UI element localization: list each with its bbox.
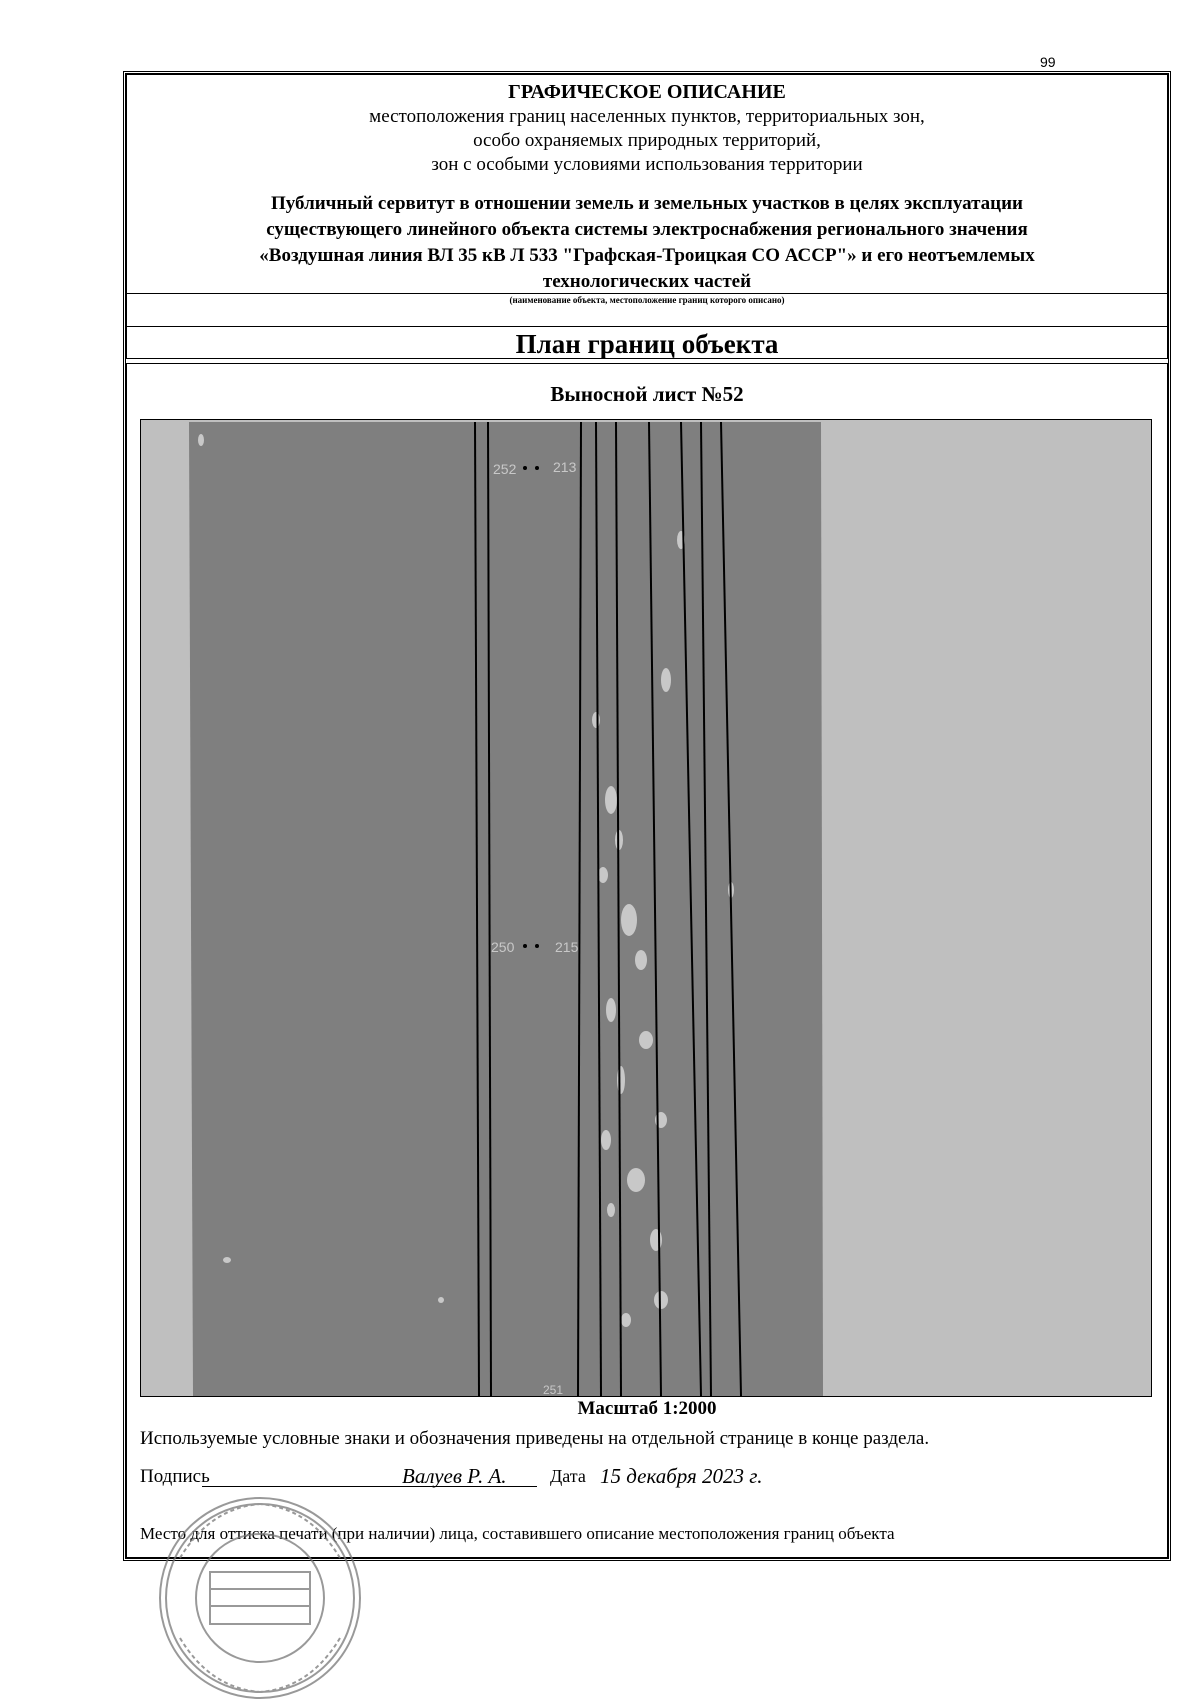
date-value: 15 декабря 2023 г.: [600, 1464, 763, 1488]
subtitle-line-1: местоположения границ населенных пунктов, территориальных зон,: [369, 106, 925, 127]
object-name-line-2: существующего линейного объекта системы электроснабжения регионального значения: [266, 219, 1028, 240]
point-label-215: 215: [555, 939, 579, 955]
signature-label: Подпись: [140, 1466, 210, 1487]
legend-note: Используемые условные знаки и обозначения приведены на отдельной странице в конце раздела.: [140, 1428, 930, 1449]
header-block: [126, 74, 1168, 359]
point-marker: [523, 944, 527, 948]
object-name: [147, 191, 1147, 295]
point-marker: [535, 466, 539, 470]
document-title: ГРАФИЧЕСКОЕ ОПИСАНИЕ: [508, 81, 786, 103]
page-number: 99: [1040, 54, 1056, 70]
plan-title: План границ объекта: [515, 329, 779, 359]
object-name-line-1: Публичный сервитут в отношении земель и земельных участков в целях эксплуатации: [271, 193, 1023, 214]
boundary-map: [140, 419, 1152, 1397]
point-marker: [535, 944, 539, 948]
subtitle-line-3: зон с особыми условиями использования территории: [431, 154, 863, 175]
point-marker: [523, 466, 527, 470]
divider: [127, 326, 1167, 327]
point-label-251: 251: [543, 1383, 564, 1396]
object-caption: (наименование объекта, местоположение границ которого описано): [509, 295, 785, 305]
stamp-note: Место для оттиска печати (при наличии) лица, составившего описание местоположения границ объекта: [140, 1524, 895, 1543]
seal-stamp: [150, 1488, 370, 1708]
subtitle-line-2: особо охраняемых природных территорий,: [473, 130, 821, 151]
scale-label: Масштаб 1:2000: [577, 1398, 717, 1419]
point-label-213: 213: [553, 459, 577, 475]
parcel-area: [189, 422, 823, 1396]
divider: [127, 293, 1167, 294]
signer-name: Валуев Р. А.: [402, 1464, 507, 1488]
map-canvas: [141, 420, 1151, 1396]
point-label-250: 250: [491, 939, 515, 955]
point-label-252: 252: [493, 461, 517, 477]
sheet-title: Выносной лист №52: [550, 382, 744, 406]
object-name-line-4: технологических частей: [542, 271, 752, 292]
date-label: Дата: [550, 1466, 586, 1486]
object-name-line-3: «Воздушная линия ВЛ 35 кВ Л 533 "Графская-Троицкая СО АССР"» и его неотъемлемых: [259, 245, 1035, 266]
